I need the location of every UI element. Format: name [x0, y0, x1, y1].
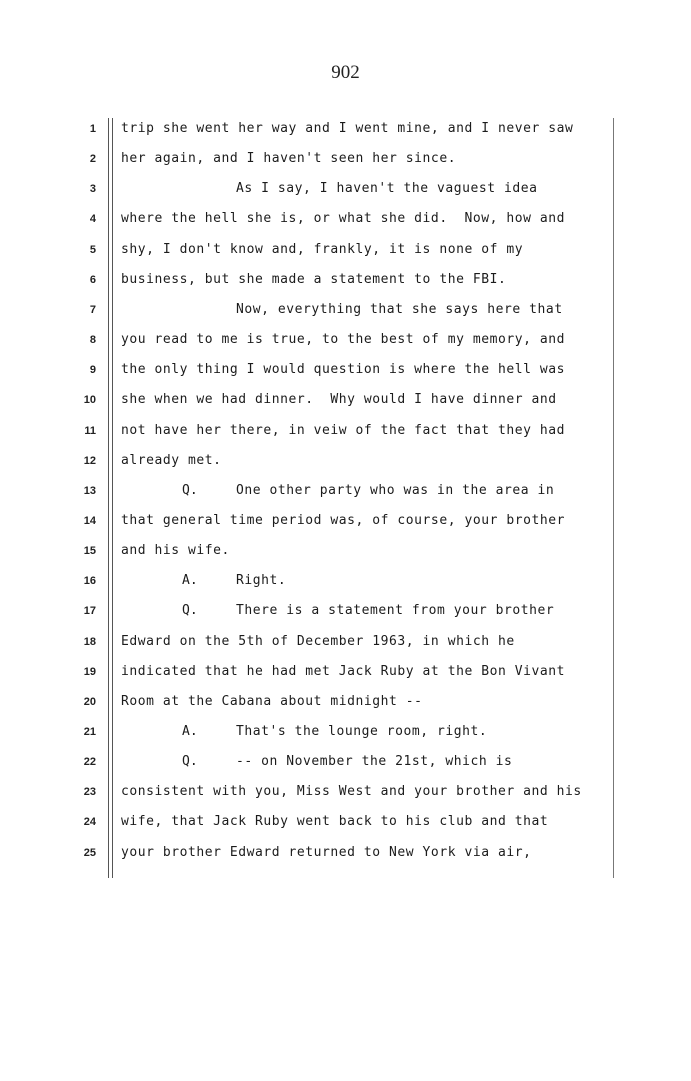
transcript-line [0, 239, 691, 269]
line-number: 12 [83, 454, 96, 467]
line-text: There is a statement from your brother [236, 603, 555, 619]
line-text: wife, that Jack Ruby went back to his club and that [121, 814, 549, 830]
transcript-line [0, 721, 691, 751]
page-number: 902 [331, 62, 360, 83]
line-text: she when we had dinner. Why would I have dinner and [121, 392, 557, 408]
transcript-line [0, 269, 691, 299]
line-text: that general time period was, of course, your brother [121, 512, 565, 528]
line-number: 1 [89, 123, 96, 135]
line-text: consistent with you, Miss West and your brother and his [121, 784, 582, 800]
line-text: your brother Edward returned to New York via air, [121, 844, 532, 860]
line-number: 22 [83, 756, 96, 769]
line-number: 5 [89, 243, 96, 256]
line-number: 21 [83, 726, 96, 738]
line-number: 14 [83, 514, 96, 527]
line-number: 24 [83, 816, 96, 829]
line-number: 18 [83, 635, 96, 648]
line-number: 7 [89, 303, 96, 316]
line-number: 6 [89, 273, 96, 286]
line-text: indicated that he had met Jack Ruby at the Bon Vivant [121, 663, 565, 679]
transcript-line [0, 661, 691, 691]
transcript-line [0, 691, 691, 721]
transcript-line [0, 299, 691, 329]
transcript-line [0, 480, 691, 510]
speaker-label: A. [182, 724, 198, 739]
line-text: One other party who was in the area in [236, 482, 555, 498]
line-text: -- on November the 21st, which is [236, 754, 513, 770]
line-number: 8 [89, 334, 96, 347]
line-text: the only thing I would question is where the hell was [121, 362, 565, 378]
transcript-line [0, 208, 691, 238]
line-number: 10 [83, 394, 96, 407]
line-text: business, but she made a statement to the FBI. [121, 271, 507, 287]
line-number: 3 [89, 183, 96, 196]
line-text: As I say, I haven't the vaguest idea [236, 181, 538, 197]
speaker-label: Q. [182, 482, 198, 498]
line-number: 20 [83, 695, 96, 708]
line-number: 9 [89, 364, 96, 377]
line-text: where the hell she is, or what she did. Now, how and [121, 211, 565, 227]
line-number: 17 [83, 605, 96, 618]
transcript-line [0, 178, 691, 208]
transcript-line [0, 631, 691, 661]
transcript-line [0, 570, 691, 600]
line-text: Now, everything that she says here that [236, 301, 563, 317]
line-text: That's the lounge room, right. [236, 724, 488, 739]
transcript-line [0, 600, 691, 630]
line-text: not have her there, in veiw of the fact that they had [121, 422, 565, 438]
line-text: her again, and I haven't seen her since. [121, 151, 457, 167]
line-number: 15 [83, 545, 96, 558]
line-text: Edward on the 5th of December 1963, in which he [121, 633, 515, 649]
transcript-line [0, 389, 691, 419]
line-text: trip she went her way and I went mine, and I never saw [121, 121, 574, 136]
line-text: Room at the Cabana about midnight -- [121, 693, 423, 709]
transcript-line [0, 329, 691, 359]
line-number: 23 [83, 786, 96, 799]
line-number: 19 [83, 665, 96, 678]
transcript-line [0, 781, 691, 811]
line-text: already met. [121, 452, 222, 468]
line-text: you read to me is true, to the best of my memory, and [121, 332, 565, 348]
transcript-line [0, 450, 691, 480]
transcript-line [0, 510, 691, 540]
transcript-line [0, 842, 691, 872]
line-number: 16 [83, 575, 96, 588]
line-text: and his wife. [121, 543, 230, 559]
transcript-line [0, 118, 691, 148]
line-number: 25 [83, 846, 96, 859]
line-text: Right. [236, 573, 287, 589]
line-number: 4 [89, 213, 96, 226]
transcript-line [0, 751, 691, 781]
transcript-line [0, 540, 691, 570]
speaker-label: Q. [182, 754, 198, 770]
speaker-label: A. [182, 573, 198, 589]
transcript-line [0, 420, 691, 450]
transcript-line [0, 811, 691, 841]
speaker-label: Q. [182, 603, 198, 619]
line-number: 2 [89, 153, 96, 166]
transcript-line [0, 148, 691, 178]
transcript-line [0, 359, 691, 389]
line-text: shy, I don't know and, frankly, it is none of my [121, 241, 524, 257]
line-number: 13 [83, 484, 96, 497]
line-number: 11 [84, 424, 96, 437]
